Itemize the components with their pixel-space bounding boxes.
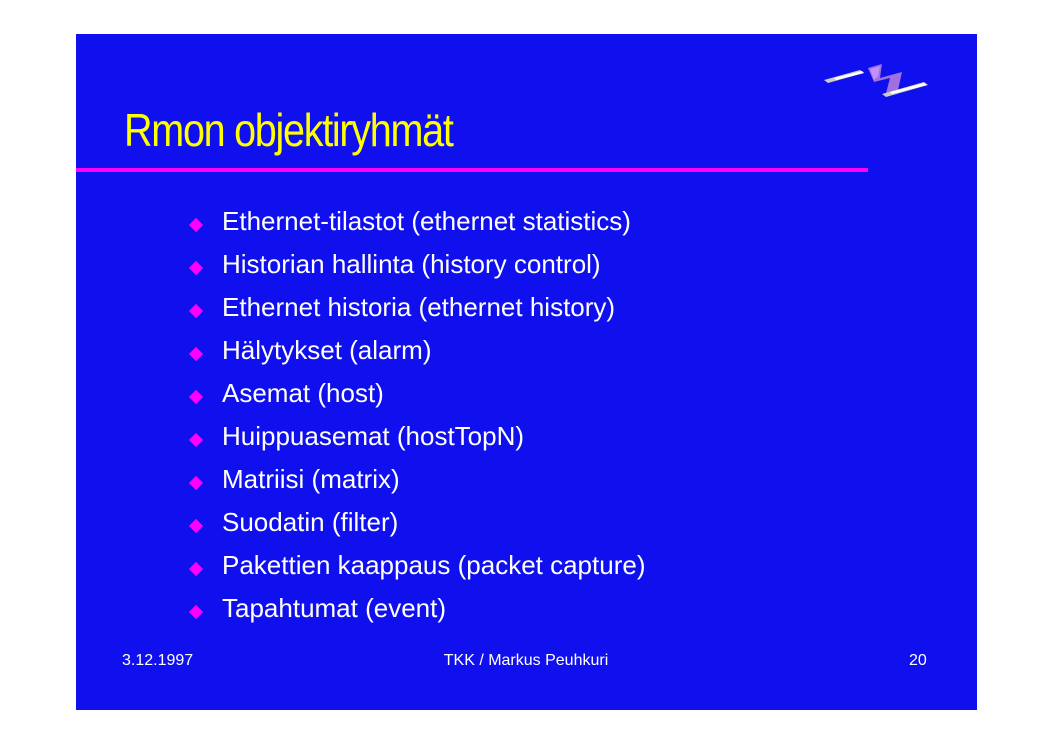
bullet-text: Hälytykset (alarm) [222,335,432,365]
bullet-text: Pakettien kaappaus (packet capture) [222,550,646,580]
slide [76,34,977,710]
bullet-item [188,372,645,415]
bullet-item [188,415,645,458]
bullet-text: Huippuasemat (hostTopN) [222,421,525,451]
diamond-bullet-icon [189,260,203,274]
bullet-text: Historian hallinta (history control) [222,249,601,279]
diamond-bullet-icon [189,518,203,532]
diamond-bullet-icon [189,346,203,360]
bullet-item [188,544,645,587]
bullet-text: Matriisi (matrix) [222,464,400,494]
diamond-bullet-icon [189,432,203,446]
bullet-text: Tapahtumat (event) [222,593,447,623]
title-underline [76,168,868,172]
bullet-text: Ethernet-tilastot (ethernet statistics) [222,206,631,236]
diamond-bullet-icon [189,389,203,403]
bullet-list [188,200,645,630]
bullet-item [188,458,645,501]
page-number: 20 [909,652,927,669]
bullet-item [188,587,645,630]
bullet-text: Suodatin (filter) [222,507,399,537]
diamond-bullet-icon [189,475,203,489]
diamond-bullet-icon [189,303,203,317]
footer-author: TKK / Markus Peuhkuri [443,652,609,669]
slide-title: Rmon objektiryhmät [124,104,453,156]
bullet-item [188,286,645,329]
bullet-text: Asemat (host) [222,378,384,408]
bullet-item [188,243,645,286]
bullet-item [188,200,645,243]
diamond-bullet-icon [189,217,203,231]
tkk-lightning-logo-icon [824,64,940,108]
bullet-item [188,501,645,544]
diamond-bullet-icon [189,604,203,618]
footer-date: 3.12.1997 [122,652,194,669]
bullet-text: Ethernet historia (ethernet history) [222,292,616,322]
diamond-bullet-icon [189,561,203,575]
bullet-item [188,329,645,372]
